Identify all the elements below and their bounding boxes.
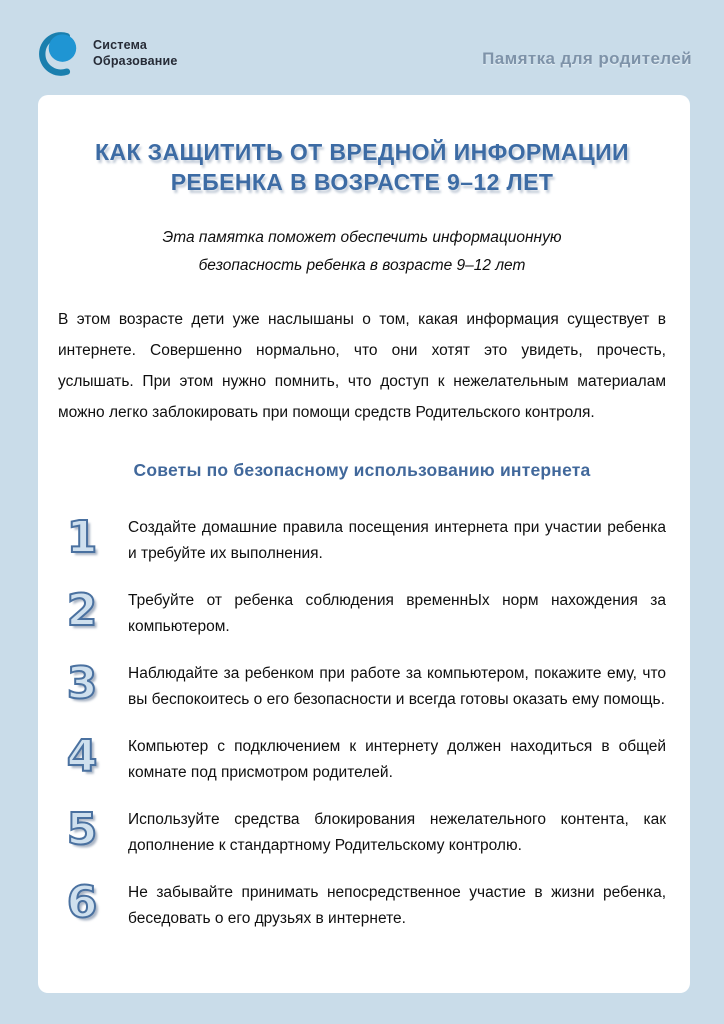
content-card xyxy=(38,95,690,993)
brand-name-line2: Образование xyxy=(93,53,178,68)
tip-item xyxy=(58,513,666,567)
brand-logo xyxy=(33,25,178,80)
subtitle: Эта памятка поможет обеспечить информационную безопасность ребенка в возрасте 9–12 лет xyxy=(162,229,562,274)
tip-number: 4 xyxy=(66,731,98,782)
brand-name xyxy=(93,37,178,69)
tip-text: Используйте средства блокирования нежелательного контента, как дополнение к стандартному Родительскому контролю. xyxy=(128,811,666,854)
tip-item xyxy=(58,732,666,786)
section-heading: Советы по безопасному использованию интернета xyxy=(133,460,591,480)
tip-item xyxy=(58,805,666,859)
tip-number: 2 xyxy=(66,585,98,636)
page-title-line2: РЕБЕНКА В ВОЗРАСТЕ 9–12 ЛЕТ xyxy=(170,169,554,195)
intro-paragraph: В этом возрасте дети уже наслышаны о том, какая информация существует в интернете. Совершенно нормально, что они хотят это увидеть, прочесть, услышать. При этом нужно помнить, что доступ к нежелательным материалам можно легко заблокировать при помощи средств Родительского контроля. xyxy=(58,311,666,421)
tip-number: 6 xyxy=(66,877,98,928)
tip-text: Не забывайте принимать непосредственное участие в жизни ребенка, беседовать о его друзьях в интернете. xyxy=(128,884,666,927)
page-title-line1: КАК ЗАЩИТИТЬ ОТ ВРЕДНОЙ ИНФОРМАЦИИ xyxy=(95,139,629,165)
brand-name-line1: Система xyxy=(93,37,148,52)
tip-text: Создайте домашние правила посещения интернета при участии ребенка и требуйте их выполнения. xyxy=(128,519,666,562)
doc-type-label: Памятка для родителей xyxy=(482,49,692,68)
page-header xyxy=(0,0,724,95)
tip-text: Компьютер с подключением к интернету должен находиться в общей комнате под присмотром родителей. xyxy=(128,738,666,781)
tip-number: 3 xyxy=(66,658,98,709)
page-title xyxy=(58,137,666,197)
tip-number: 1 xyxy=(66,512,98,563)
tip-item xyxy=(58,878,666,932)
globe-swoosh-icon xyxy=(33,25,88,80)
tip-text: Наблюдайте за ребенком при работе за компьютером, покажите ему, что вы беспокоитесь о его безопасности и всегда готовы оказать ему помощь. xyxy=(128,665,666,708)
tips-list xyxy=(58,513,666,932)
tip-item xyxy=(58,586,666,640)
tip-item xyxy=(58,659,666,713)
tip-number: 5 xyxy=(66,804,98,855)
tip-text: Требуйте от ребенка соблюдения временнЫх норм нахождения за компьютером. xyxy=(128,592,666,635)
